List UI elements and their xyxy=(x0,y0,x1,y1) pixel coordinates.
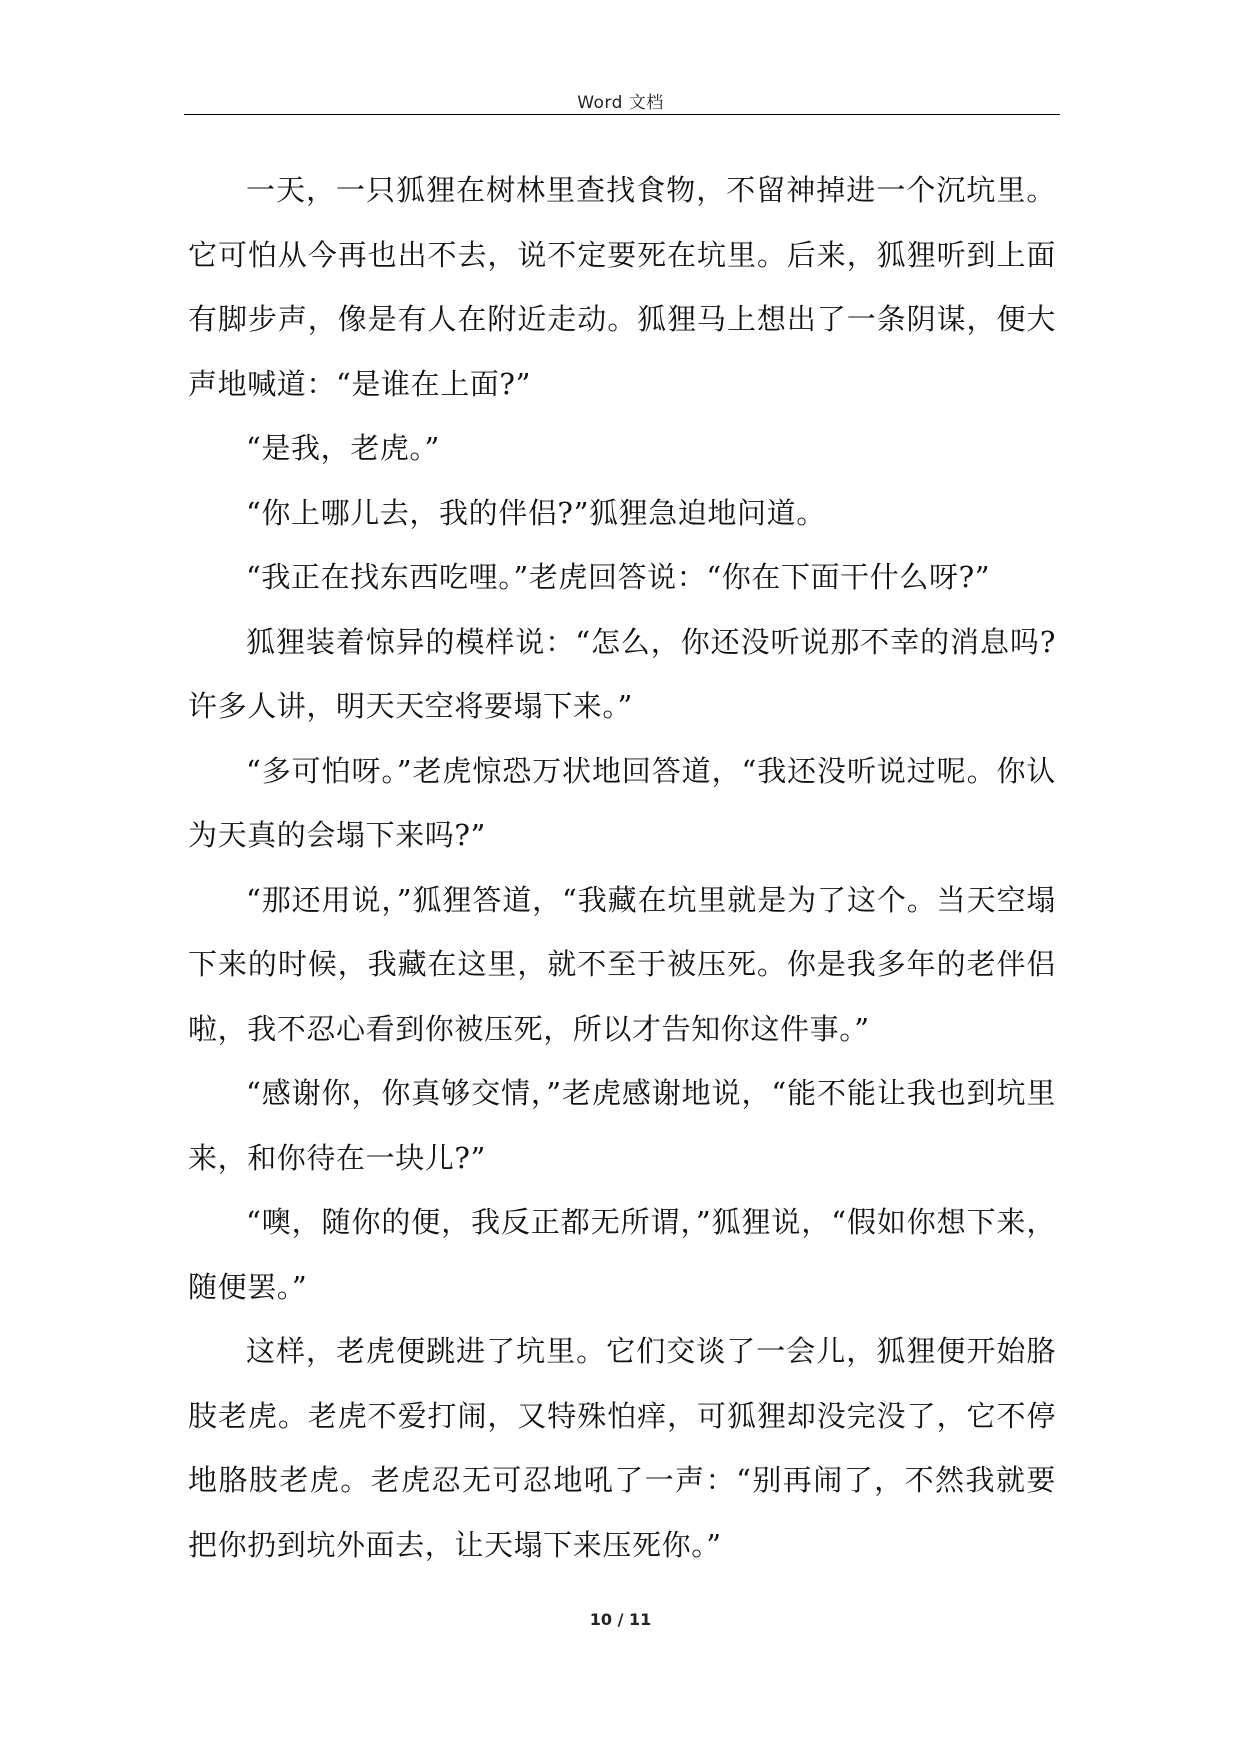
paragraph: “感谢你，你真够交情，”老虎感谢地说，“能不能让我也到坑里来，和你待在一块儿?” xyxy=(188,1076,1056,1175)
paragraph: “多可怕呀。”老虎惊恐万状地回答道，“我还没听说过呢。你认为天真的会塌下来吗?” xyxy=(188,753,1056,852)
paragraph: 这样，老虎便跳进了坑里。它们交谈了一会儿，狐狸便开始胳肢老虎。老虎不爱打闹，又特殊怕痒，可狐狸却没完没了，它不停地胳肢老虎。老虎忍无可忍地吼了一声：“别再闹了，不然我就要把你扔到坑外面去，让天塌下来压死你。” xyxy=(188,1334,1056,1562)
paragraph: “是我，老虎。” xyxy=(246,431,440,465)
paragraph: 一天，一只狐狸在树林里查找食物，不留神掉进一个沉坑里。它可怕从今再也出不去，说不定要死在坑里。后来，狐狸听到上面有脚步声，像是有人在附近走动。狐狸马上想出了一条阴谋，便大声地喊道：“是谁在上面?” xyxy=(188,173,1056,401)
paragraph: “我正在找东西吃哩。”老虎回答说：“你在下面干什么呀?” xyxy=(246,560,991,594)
header-divider xyxy=(184,114,1060,115)
page-number: 10 / 11 xyxy=(589,1610,652,1629)
paragraph: 狐狸装着惊异的模样说：“怎么，你还没听说那不幸的消息吗?许多人讲，明天天空将要塌下来。” xyxy=(188,624,1056,723)
document-body xyxy=(188,158,1056,1577)
paragraph: “噢，随你的便，我反正都无所谓，”狐狸说，“假如你想下来，随便罢。” xyxy=(188,1205,1056,1304)
paragraph: “那还用说，”狐狸答道，“我藏在坑里就是为了这个。当天空塌下来的时候，我藏在这里，就不至于被压死。你是我多年的老伴侣啦，我不忍心看到你被压死，所以才告知你这件事。” xyxy=(188,882,1056,1046)
page-header: Word 文档 xyxy=(577,93,664,113)
paragraph: “你上哪儿去，我的伴侣?”狐狸急迫地问道。 xyxy=(246,495,826,530)
